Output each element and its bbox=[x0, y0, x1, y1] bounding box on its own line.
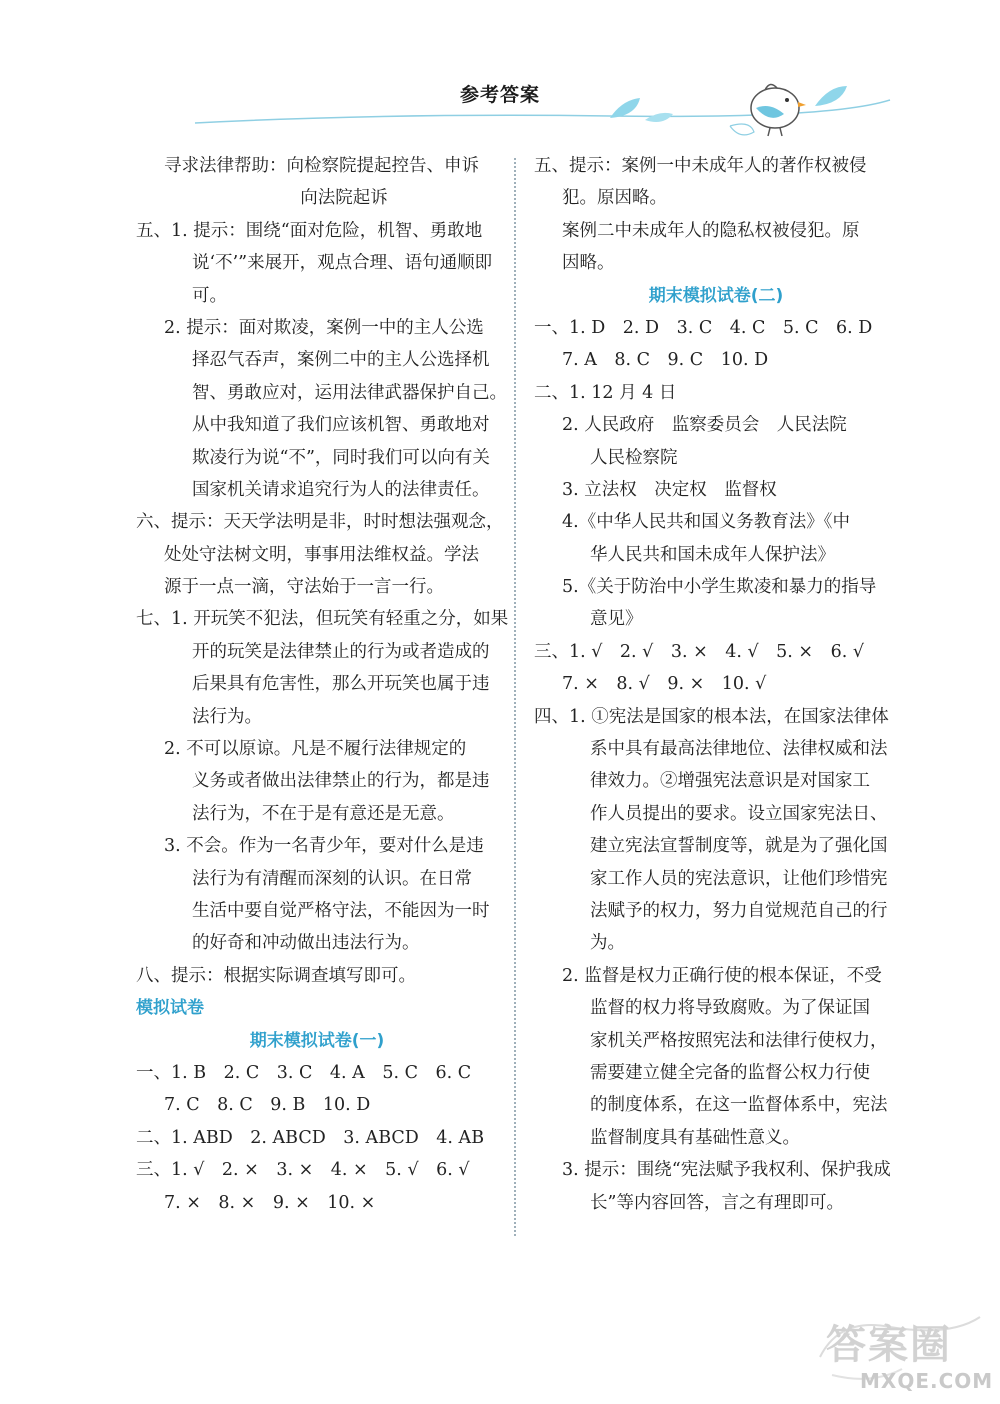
answer-line: 4.《中华人民共和国义务教育法》《中 bbox=[562, 512, 850, 533]
answer-line: 说‘不’”来展开，观点合理、语句通顺即 bbox=[192, 253, 493, 274]
answer-line: 3. 立法权 决定权 监督权 bbox=[562, 479, 777, 500]
section-heading: 模拟试卷 bbox=[136, 998, 204, 1019]
watermark-title: 答案圈 bbox=[826, 1322, 952, 1368]
answer-line: 八、提示：根据实际调查填写即可。 bbox=[136, 965, 416, 986]
leaf-icon bbox=[815, 86, 847, 106]
header-decoration bbox=[190, 78, 910, 138]
section-heading: 期末模拟试卷(二) bbox=[648, 285, 784, 306]
answer-line: 从中我知道了我们应该机智、勇敢地对 bbox=[192, 415, 490, 436]
answer-line: 法行为有清醒而深刻的认识。在日常 bbox=[192, 868, 472, 889]
answer-line: 义务或者做出法律禁止的行为，都是违 bbox=[192, 771, 490, 792]
leaf-icon bbox=[610, 98, 640, 118]
section-heading: 期末模拟试卷(一) bbox=[249, 1030, 385, 1051]
answer-line: 国家机关请求追究行为人的法律责任。 bbox=[192, 479, 490, 500]
answer-line: 2. 不可以原谅。凡是不履行法律规定的 bbox=[164, 739, 467, 760]
answer-line: 智、勇敢应对，运用法律武器保护自己。 bbox=[192, 382, 507, 403]
answer-line: 2. 监督是权力正确行使的根本保证，不受 bbox=[562, 965, 882, 986]
watermark-logo bbox=[812, 1305, 992, 1395]
answer-line: 长”等内容回答，言之有理即可。 bbox=[590, 1192, 844, 1213]
answer-line: 3. 不会。作为一名青少年，要对什么是违 bbox=[164, 836, 484, 857]
leaf-icon bbox=[645, 113, 673, 122]
answer-line: 的制度体系，在这一监督体系中，宪法 bbox=[590, 1095, 888, 1116]
right-column bbox=[534, 150, 898, 1219]
answer-line: 建立宪法宣誓制度等，就是为了强化国 bbox=[590, 836, 888, 857]
answer-line: 择忍气吞声，案例二中的主人公选择机 bbox=[192, 350, 490, 371]
answer-line: 7. C 8. C 9. B 10. D bbox=[164, 1095, 371, 1116]
answer-line: 为。 bbox=[590, 933, 625, 954]
left-column bbox=[136, 150, 509, 1219]
answer-line: 犯。原因略。 bbox=[562, 188, 667, 209]
answer-line: 系中具有最高法律地位、法律权威和法 bbox=[590, 739, 888, 760]
answer-line: 三、1. √ 2. √ 3. × 4. √ 5. × 6. √ bbox=[534, 641, 864, 662]
answer-line: 处处守法树文明，事事用法维权益。学法 bbox=[164, 544, 479, 565]
answer-line: 案例二中未成年人的隐私权被侵犯。原 bbox=[562, 220, 860, 241]
answer-line: 监督的权力将导致腐败。为了保证国 bbox=[590, 998, 870, 1019]
answer-line: 一、1. D 2. D 3. C 4. C 5. C 6. D bbox=[534, 317, 873, 338]
answer-line: 因略。 bbox=[562, 253, 615, 274]
answer-line: 7. × 8. √ 9. × 10. √ bbox=[562, 674, 767, 695]
answer-line: 的好奇和冲动做出违法行为。 bbox=[192, 933, 420, 954]
column-divider bbox=[514, 158, 516, 1236]
answer-line: 七、1. 开玩笑不犯法，但玩笑有轻重之分，如果 bbox=[136, 609, 509, 630]
answer-line: 向法院起诉 bbox=[300, 188, 388, 209]
answer-line: 2. 提示：面对欺凌，案例一中的主人公选 bbox=[164, 317, 484, 338]
page-title: 参考答案 bbox=[459, 84, 540, 106]
answer-line: 生活中要自觉严格守法，不能因为一时 bbox=[192, 900, 490, 921]
answer-line: 六、提示：天天学法明是非，时时想法强观念， bbox=[136, 512, 504, 533]
answer-line: 家机关严格按照宪法和法律行使权力， bbox=[590, 1030, 888, 1051]
answer-line: 律效力。②增强宪法意识是对国家工 bbox=[590, 771, 870, 792]
answer-line: 法行为，不在于是有意还是无意。 bbox=[192, 803, 455, 824]
answer-line: 二、1. 12 月 4 日 bbox=[534, 382, 677, 403]
answer-line: 5.《关于防治中小学生欺凌和暴力的指导 bbox=[562, 577, 877, 598]
answer-line: 可。 bbox=[192, 285, 227, 306]
answer-line: 需要建立健全完备的监督公权力行使 bbox=[590, 1062, 870, 1083]
answer-line: 三、1. √ 2. × 3. × 4. × 5. √ 6. √ bbox=[136, 1160, 470, 1181]
answer-line: 华人民共和国未成年人保护法》 bbox=[590, 544, 835, 565]
watermark-url: MXQE.COM bbox=[860, 1369, 994, 1393]
answer-line: 开的玩笑是法律禁止的行为或者造成的 bbox=[192, 641, 490, 662]
answer-line: 五、提示：案例一中未成年人的著作权被侵 bbox=[534, 156, 867, 176]
answer-line: 一、1. B 2. C 3. C 4. A 5. C 6. C bbox=[136, 1062, 472, 1083]
answer-line: 法行为。 bbox=[192, 706, 262, 727]
answer-line: 欺凌行为说“不”，同时我们可以向有关 bbox=[192, 447, 490, 468]
answer-line: 源于一点一滴，守法始于一言一行。 bbox=[164, 577, 444, 598]
answer-line: 寻求法律帮助：向检察院提起控告、申诉 bbox=[164, 156, 479, 176]
answer-line: 作人员提出的要求。设立国家宪法日、 bbox=[590, 803, 888, 824]
answer-line: 7. A 8. C 9. C 10. D bbox=[562, 350, 769, 371]
answer-line: 3. 提示：围绕“宪法赋予我权利、保护我成 bbox=[562, 1160, 891, 1181]
answer-line: 人民检察院 bbox=[590, 447, 678, 468]
answer-line: 后果具有危害性，那么开玩笑也属于违 bbox=[192, 674, 490, 695]
answer-line: 意见》 bbox=[590, 609, 643, 630]
answer-line: 7. × 8. × 9. × 10. × bbox=[164, 1192, 376, 1213]
answer-line: 家工作人员的宪法意识，让他们珍惜宪 bbox=[590, 868, 888, 889]
answer-line: 监督制度具有基础性意义。 bbox=[590, 1127, 800, 1148]
answer-line: 五、1. 提示：围绕“面对危险，机智、勇敢地 bbox=[136, 220, 483, 241]
bird-icon bbox=[751, 84, 806, 136]
answer-line: 法赋予的权力，努力自觉规范自己的行 bbox=[590, 900, 888, 921]
answer-line: 四、1. ①宪法是国家的根本法，在国家法律体 bbox=[534, 706, 889, 727]
answer-line: 二、1. ABD 2. ABCD 3. ABCD 4. AB bbox=[136, 1127, 485, 1148]
answer-line: 2. 人民政府 监察委员会 人民法院 bbox=[562, 415, 847, 436]
